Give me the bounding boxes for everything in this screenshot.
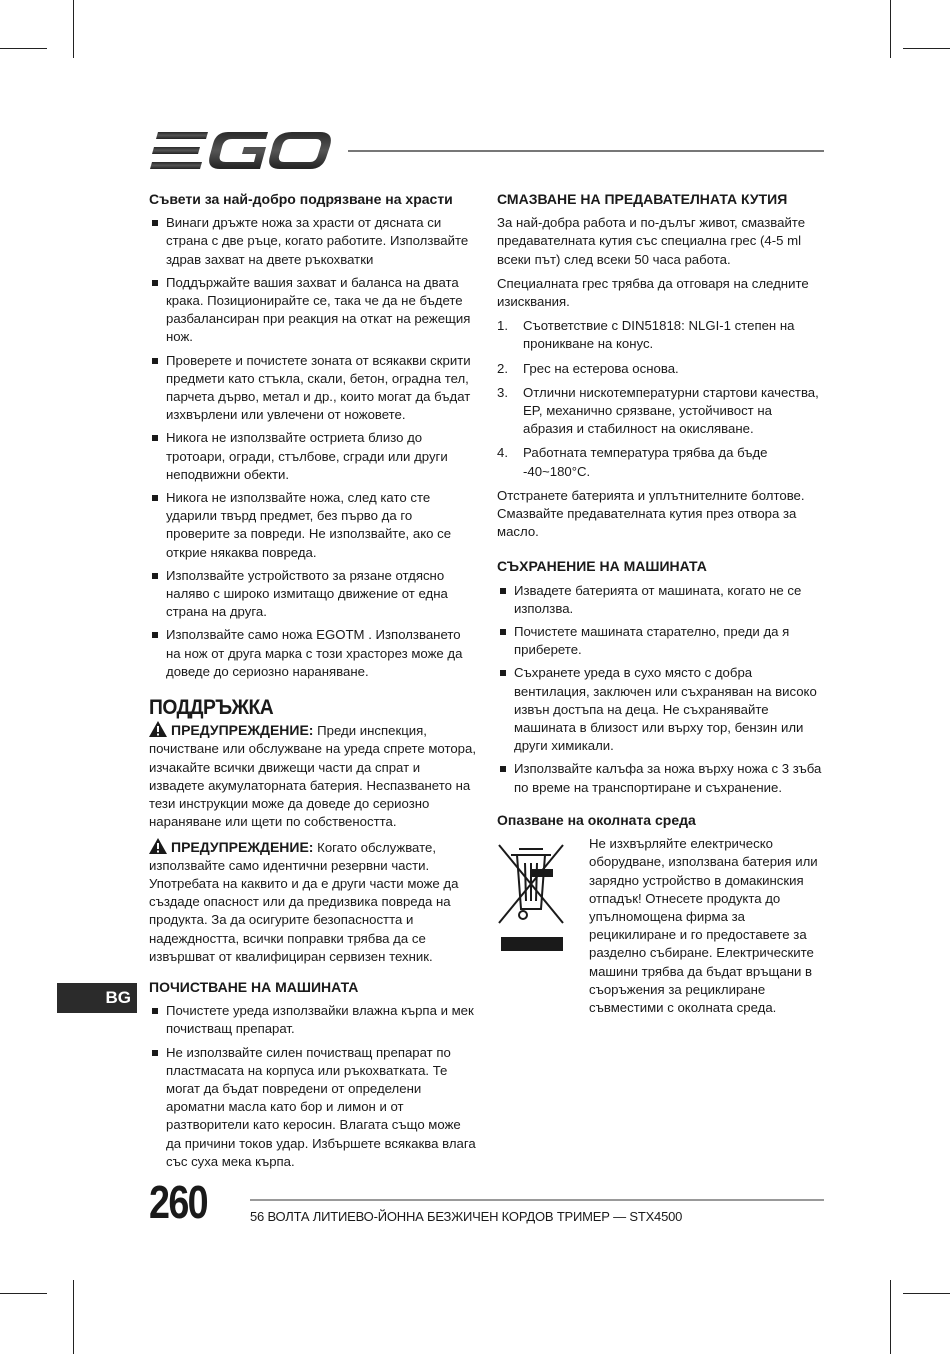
warning-1 (149, 721, 477, 831)
warning-label: ПРЕДУПРЕЖДЕНИЕ: (171, 722, 314, 739)
ego-logo (150, 130, 332, 172)
paragraph: Специалната грес трябва да отговаря на следните изисквания. (497, 275, 809, 310)
warning-text: Преди инспекция, почистване или обслужване на уреда спрете мотора, изчакайте всички движещи части да спрат и извадете акумулаторната батерия. Неспазването на тези инструкции може да доведе до сериозно нараняване или щети по собствеността. (149, 723, 477, 830)
list-item: Проверете и почистете зоната от всякакви скрити предмети като стъкла, скали, бетон, оградна тел, парчета дърво, метал и др., които могат да бъдат изхвърлени или увлечени от ножовете. (149, 352, 477, 425)
list-item: Никога не използвайте ножа, след като сте ударили твърд предмет, без първо да го проверите за повреди. Не използвайте, ако се открие някаква повреда. (149, 489, 477, 562)
gearbox-heading: СМАЗВАНЕ НА ПРЕДАВАТЕЛНАТА КУТИЯ (497, 191, 788, 207)
item-text: Съответствие с DIN51818: NLGI-1 степен на проникване на конус. (523, 318, 795, 352)
item-text: Отлични нискотемпературни стартови качества, EP, механично срязване, устойчивост на абразия и стабилност на окисляване. (523, 384, 819, 437)
list-item: Почистете уреда използвайки влажна кърпа и мек почистващ препарат. (149, 1002, 477, 1038)
crop-mark (0, 48, 47, 49)
list-item: Никога не използвайте остриета близо до тротоари, огради, стълбове, сгради или други неподвижни обекти. (149, 429, 477, 484)
list-item: Използвайте само ножа EGOTM . Използването на нож от друга марка с този храсторез може да доведе до сериозно нараняване. (149, 626, 477, 681)
list-item: Използвайте устройството за рязане отдясно наляво с широко измитащо движение от една страна на друга. (149, 567, 477, 622)
item-text: Грес на естерова основа. (523, 360, 679, 376)
list-item: Не използвайте силен почистващ препарат по пластмасата на корпуса или ръкохватката. Те могат да бъдат повредени от определени ароматни масла като бор и лимон и от разтворители като керосин. Влагата също може да причини токов удар. Избършете всякаква влага със суха мека кърпа. (149, 1044, 477, 1171)
list-item: Поддържайте вашия захват и баланса на двата крака. Позиционирайте се, така че да не бъдете разбалансиран при реакция на откат на режещия нож. (149, 274, 477, 347)
crop-mark (73, 0, 74, 58)
warning-2 (149, 838, 477, 966)
warning-label: ПРЕДУПРЕЖДЕНИЕ: (171, 838, 314, 855)
item-number: 1. (497, 318, 508, 334)
footer-rule (250, 1199, 824, 1201)
item-number: 4. (497, 445, 508, 461)
crop-mark (903, 48, 950, 49)
item-number: 3. (497, 384, 508, 400)
item-text: Работната температура трябва да бъде -40~180°C. (523, 445, 768, 479)
list-item (497, 384, 825, 439)
list-item: Почистете машината старателно, преди да я приберете. (497, 623, 825, 659)
cleaning-heading: ПОЧИСТВАНЕ НА МАШИНАТА (149, 978, 359, 995)
warning-triangle-icon (149, 721, 167, 737)
warning-triangle-icon (149, 838, 167, 854)
list-item (497, 444, 825, 480)
footer-title: 56 ВОЛТА ЛИТИЕВО-ЙОННА БЕЗЖИЧЕН КОРДОВ ТРИМЕР — STX4500 (250, 1209, 683, 1224)
paragraph: Отстранете батерията и уплътнителните болтове. Смазвайте предавателната кутия през отвора за масло. (497, 487, 805, 540)
paragraph: За най-добра работа и по-дълъг живот, смазвайте предавателната кутия със специална грес (4-5 ml всеки път) след всеки 50 часа работа. (497, 215, 806, 267)
crop-mark (890, 1280, 891, 1354)
language-tab: BG (57, 983, 137, 1013)
tips-heading: Съвети за най-добро подрязване на храсти (149, 191, 453, 207)
crop-mark (73, 1280, 74, 1354)
list-item (497, 360, 825, 378)
cleaning-list (149, 1002, 477, 1171)
warning-text: Когато обслужвате, използвайте само идентични резервни части. Употребата на каквито и да е други части може да създаде опасност или да предизвика повреда на продукта. За да осигурите безопасността и надеждността, всички поправки трябва да се извършват от квалифициран сервизен техник. (149, 839, 459, 964)
list-item: Извадете батерията от машината, когато не се използва. (497, 582, 825, 618)
maintenance-heading: ПОДДРЪЖКА (149, 696, 274, 720)
item-number: 2. (497, 360, 508, 376)
page-number: 260 (149, 1176, 208, 1228)
weee-bin-icon (497, 839, 567, 951)
list-item (497, 317, 825, 353)
list-item: Съхранете уреда в сухо място с добра вентилация, заключен или съхраняван на високо извън достъпа на деца. Не съхранявайте машината в близост или върху тор, бензин или други химикали. (497, 664, 825, 755)
storage-heading: СЪХРАНЕНИЕ НА МАШИНАТА (497, 558, 707, 575)
list-item: Винаги дръжте ножа за храсти от дясната си страна с две ръце, когато работите. Използвайте здрав захват на двете ръкохватки (149, 214, 477, 269)
requirements-list (497, 317, 825, 481)
right-column (497, 190, 825, 1017)
list-item: Използвайте калъфа за ножа върху ножа с 3 зъба по време на транспортиране и съхранение. (497, 760, 825, 796)
header-rule (348, 150, 824, 152)
environment-section (497, 835, 825, 1017)
tips-list (149, 214, 477, 681)
environment-heading: Опазване на околната среда (497, 811, 696, 828)
storage-list (497, 582, 825, 797)
left-column (149, 190, 477, 1183)
crop-mark (890, 0, 891, 58)
crop-mark (903, 1293, 950, 1294)
environment-text: Не изхвърляйте електрическо оборудване, използвана батерия или зарядно устройство в домакинския отпадък! Отнесете продукта до упълномощена фирма за рецикилиране и го предоставете за разделно събиране. Електрическите машини трябва да бъдат връщани в съоръжения за рециклиране съвместими с околната среда. (589, 836, 818, 1015)
crop-mark (0, 1293, 47, 1294)
